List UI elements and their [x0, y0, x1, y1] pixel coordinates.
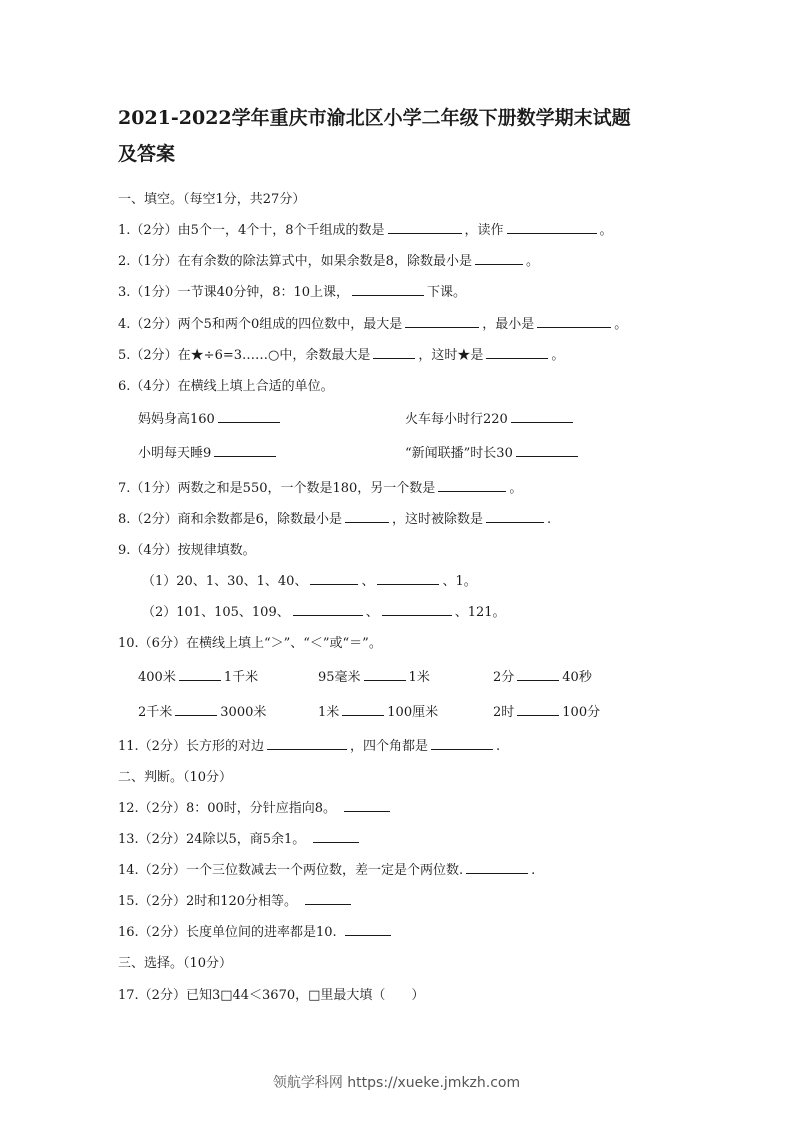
answer-blank[interactable] [517, 702, 559, 716]
question-text: 1.（2分）由5个一，4个十，8个千组成的数是 [118, 223, 385, 238]
question-8 [118, 508, 551, 527]
question-6-row-1 [138, 408, 738, 427]
answer-blank[interactable] [431, 736, 493, 750]
section-1-heading: 一、填空。（每空1分，共27分） [118, 192, 306, 207]
answer-blank[interactable] [511, 409, 573, 423]
title-line-2: 及答案 [118, 143, 176, 165]
question-text: 4.（2分）两个5和两个0组成的四位数中，最大是 [118, 317, 403, 332]
answer-blank[interactable] [267, 736, 347, 750]
question-text: ，这时被除数是 [391, 512, 483, 527]
compare-left: 95毫米 [318, 670, 361, 685]
section-2-heading: 二、判断。（10分） [118, 770, 233, 785]
question-text: 妈妈身高160 [138, 412, 215, 427]
answer-blank[interactable] [352, 282, 424, 296]
question-9-part-1 [142, 570, 477, 589]
compare-left: 2分 [493, 670, 515, 685]
question-6-item [405, 408, 576, 427]
question-6: 6.（4分）在横线上填上合适的单位。 [118, 379, 334, 394]
question-14 [118, 859, 535, 878]
question-9: 9.（4分）按规律填数。 [118, 543, 256, 558]
question-text: 14.（2分）一个三位数减去一个两位数，差一定是个两位数. [118, 863, 464, 878]
question-text: （2）101、105、109、 [142, 605, 290, 620]
question-text: ，读作 [464, 223, 504, 238]
question-text: 8.（2分）商和余数都是6，除数最小是 [118, 512, 342, 527]
question-17: 17.（2分）已知3□44＜3670，□里最大填（ ） [118, 988, 425, 1003]
compare-item [138, 701, 266, 720]
question-text: 火车每小时行220 [405, 412, 508, 427]
answer-blank[interactable] [345, 922, 391, 936]
answer-blank[interactable] [218, 409, 280, 423]
question-text: 、 [365, 605, 379, 620]
answer-blank[interactable] [175, 702, 217, 716]
question-text: 。 [551, 348, 565, 363]
answer-blank[interactable] [486, 509, 544, 523]
answer-blank[interactable] [507, 220, 597, 234]
question-text: 12.（2分）8：00时，分针应指向8。 [118, 801, 337, 816]
question-text: 13.（2分）24除以5，商5余1。 [118, 832, 306, 847]
compare-left: 400米 [138, 670, 176, 685]
question-text: 、1。 [442, 574, 477, 589]
compare-right: 100分 [562, 705, 601, 720]
answer-blank[interactable] [486, 345, 548, 359]
compare-item [318, 701, 438, 720]
compare-left: 2千米 [138, 705, 173, 720]
question-1 [118, 219, 613, 238]
answer-blank[interactable] [537, 314, 611, 328]
section-3-heading: 三、选择。（10分） [118, 956, 233, 971]
answer-blank[interactable] [517, 667, 559, 681]
question-text: 小明每天睡9 [138, 446, 212, 461]
question-text: 11.（2分）长方形的对边 [118, 739, 264, 754]
question-text: 3.（1分）一节课40分钟，8：10上课， [118, 285, 350, 300]
answer-blank[interactable] [377, 571, 439, 585]
compare-left: 1米 [318, 705, 340, 720]
question-text: 、121。 [454, 605, 506, 620]
question-text: 。 [614, 317, 628, 332]
question-6-row-2 [138, 442, 738, 461]
question-text: 2.（1分）在有余数的除法算式中，如果余数是8，除数最小是 [118, 254, 472, 269]
compare-left: 2时 [493, 705, 515, 720]
question-text: 下课。 [427, 285, 467, 300]
question-text: 7.（1分）两数之和是550，一个数是180，另一个数是 [118, 481, 436, 496]
question-13 [118, 828, 362, 847]
page-title [118, 100, 698, 172]
compare-right: 40秒 [562, 670, 592, 685]
compare-right: 100厘米 [387, 705, 439, 720]
answer-blank[interactable] [405, 314, 479, 328]
question-6-item [405, 442, 581, 461]
question-text: 15.（2分）2时和120分相等。 [118, 894, 298, 909]
question-16 [118, 921, 394, 940]
question-text: ，这时★是 [418, 348, 484, 363]
question-10-row-1 [118, 666, 718, 684]
question-text: （1）20、1、30、1、40、 [142, 574, 308, 589]
question-text: 。 [599, 223, 613, 238]
question-text: ，四个角都是 [349, 739, 428, 754]
answer-blank[interactable] [516, 443, 578, 457]
answer-blank[interactable] [388, 220, 462, 234]
title-line-1: 2021-2022学年重庆市渝北区小学二年级下册数学期末试题 [118, 107, 631, 129]
question-11 [118, 735, 500, 754]
answer-blank[interactable] [466, 860, 528, 874]
answer-blank[interactable] [438, 478, 506, 492]
answer-blank[interactable] [179, 667, 221, 681]
compare-right: 3000米 [220, 705, 267, 720]
answer-blank[interactable] [364, 667, 406, 681]
question-text: 。 [525, 254, 539, 269]
question-9-part-2 [142, 601, 506, 620]
question-4 [118, 313, 627, 332]
watermark-footer: 领航学科网 https://xueke.jmkzh.com [272, 1075, 521, 1091]
compare-item [318, 666, 430, 685]
question-10: 10.（6分）在横线上填上“＞”、“＜”或“＝”。 [118, 636, 382, 651]
compare-item [138, 666, 258, 685]
answer-blank[interactable] [373, 345, 415, 359]
answer-blank[interactable] [475, 251, 523, 265]
question-2 [118, 250, 539, 269]
answer-blank[interactable] [310, 571, 358, 585]
question-15 [118, 890, 354, 909]
question-7 [118, 477, 522, 496]
question-text: . [546, 512, 552, 527]
answer-blank[interactable] [313, 829, 359, 843]
answer-blank[interactable] [382, 602, 452, 616]
question-text: 5.（2分）在★÷6=3……○中，余数最大是 [118, 348, 371, 363]
question-text: . [495, 739, 501, 754]
question-text: “新闻联播”时长30 [405, 446, 513, 461]
compare-item [493, 666, 592, 685]
question-text: 16.（2分）长度单位间的进率都是10. [118, 925, 337, 940]
question-text: 、 [361, 574, 375, 589]
compare-right: 1千米 [223, 670, 259, 685]
question-12 [118, 797, 393, 816]
answer-blank[interactable] [344, 798, 390, 812]
question-text: 。 [509, 481, 523, 496]
question-text: . [531, 863, 536, 878]
question-10-row-2 [118, 701, 718, 719]
answer-blank[interactable] [214, 443, 276, 457]
compare-right: 1米 [408, 670, 430, 685]
question-5 [118, 344, 564, 363]
answer-blank[interactable] [305, 891, 351, 905]
compare-item [493, 701, 600, 720]
answer-blank[interactable] [342, 702, 384, 716]
question-3 [118, 281, 466, 300]
answer-blank[interactable] [345, 509, 389, 523]
answer-blank[interactable] [293, 602, 363, 616]
question-text: ，最小是 [482, 317, 535, 332]
